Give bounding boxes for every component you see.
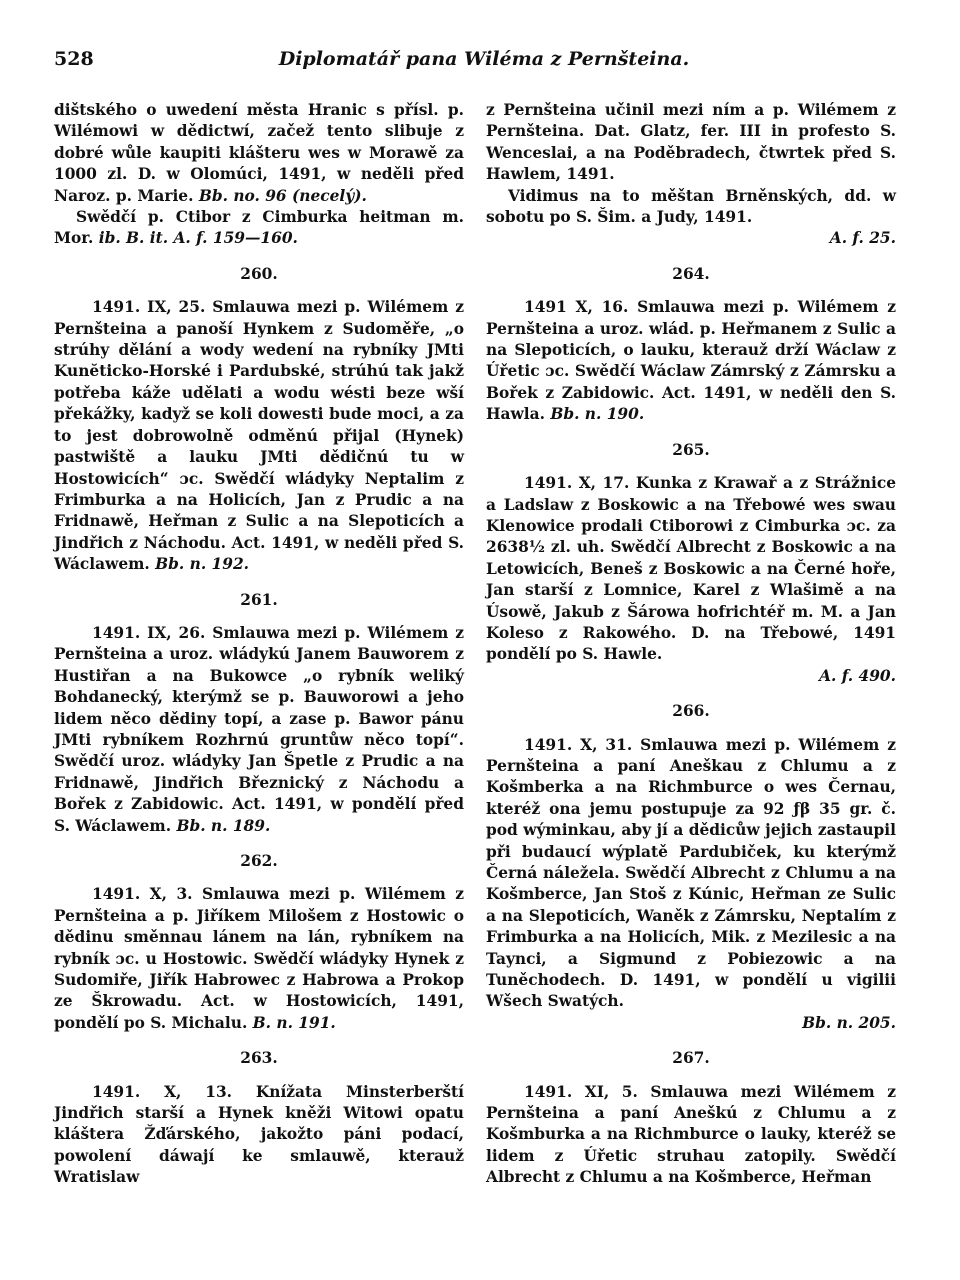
source-reference: ib. B. it. A. f. 159—160. xyxy=(98,229,298,248)
left-column xyxy=(54,100,464,1189)
entry-text: 1491. IX, 26. Smlauwa mezi p. Wilémem z Pernšteina a uroz. wládykú Janem Bauworem z Hustiřan a na Bukowce „o rybník weliký Bohdanecký, kterýmž se p. Bauworowi a jeho lidem něco dědiny topí, a zase p. Bawor pánu JMti rybníkem Rozhrnú gruntůw něco topí“. Swědčí uroz. wládyky Jan Špetle z Prudic a na Fridnawě, Jindřich Březnický z Náchodu a Bořek z Zabidowic. Act. 1491, w pondělí před S. Wáclawem. Bb. n. 189. xyxy=(54,623,464,835)
entry-number: 260. xyxy=(240,264,278,283)
source-reference: A. f. 490. xyxy=(819,666,896,685)
entry-number: 263. xyxy=(240,1049,278,1068)
entry-text: 1491 X, 16. Smlauwa mezi p. Wilémem z Pernšteina a uroz. wlád. p. Heřmanem z Sulic a na Slepoticích, o lauku, kterauž drží Wáclaw z Úřetic ɔc. Swědčí Wáclaw Zámrský z Zámrsku a Bořek z Zabidowic. Act. 1491, w neděli den S. Hawla. Bb. n. 190. xyxy=(486,298,896,424)
vidimus-line: Vidimus na to měštan Brněnských, dd. w sobotu po S. Šim. a Judy, 1491. xyxy=(486,186,896,227)
running-title: Diplomatář pana Wiléma z Pernšteina. xyxy=(278,48,690,70)
page-number: 528 xyxy=(54,48,94,70)
page-header xyxy=(54,48,914,78)
source-reference: B. n. 191. xyxy=(252,1013,336,1032)
entry-number: 265. xyxy=(672,440,710,459)
source-reference: Bb. no. 96 (necelý). xyxy=(198,186,367,205)
entry-text: 1491. X, 13. Knížata Minsterberští Jindřich starší a Hynek kněži Witowi opatu kláštera Žďárského, jakožto páni podací, powolení dáwají ke smlauwě, kterauž Wratislaw xyxy=(54,1082,464,1187)
continued-entry-text: dištského o uwedení města Hranic s přísl. p. Wilémowi w dědictwí, začež tento slibuje z dobré wůle kaupiti klášteru wes w Morawě za 1000 zl. D. w Olomúci, 1491, w neděli před Naroz. p. Marie. Bb. no. 96 (necelý). xyxy=(54,101,464,205)
source-reference: Bb. n. 192. xyxy=(155,555,250,574)
entry-text: 1491. X, 17. Kunka z Krawař a z Strážnice a Ladslaw z Boskowic a na Třebowé wes swau Klenowice prodali Ctiborowi z Cimburka ɔc. za 2638½ zl. uh. Swědčí Albrecht z Boskowic a na Letowicích, Beneš z Boskowic a na Černé hoře, Jan starší z Lomnice, Karel z Wlašimě a na Úsowě, Jakub z Šárowa hofrichtéř m. M. a Jan Koleso z Rakowého. D. na Třebowé, 1491 pondělí po S. Hawle. xyxy=(486,474,896,664)
continued-entry-text: z Pernšteina učinil mezi ním a p. Wilémem z Pernšteina. Dat. Glatz, fer. III in profesto S. Wenceslai, a na Poděbradech, čtwrtek před S. Hawlem, 1491. xyxy=(486,101,896,184)
entry-text: 1491. IX, 25. Smlauwa mezi p. Wilémem z Pernšteina a panoší Hynkem z Sudoměře, „o strúhy dělání a wody wedení na rybníky JMti Kunĕticko-Horské i Pardubské, strúhú tak jakž potřeba káže udělati a wodu wésti beze wší překážky, kadyž se koli dowesti bude moci, a za to jest dobrowolně odměnú přijal (Hynek) pastwiště a lauku JMti dědičnú tu w Hostowicích“ ɔc. Swědčí wládyky Neptalim z Frimburka a na Holicích, Jan z Prudic a na Fridnawě, Heřman z Sulic a na Slepoticích a Jindřich z Náchodu. Act. 1491, w neděli před S. Wáclawem. Bb. n. 192. xyxy=(54,298,464,574)
entry-text: 1491. X, 3. Smlauwa mezi p. Wilémem z Pernšteina a p. Jiříkem Milošem z Hostowic o dědinu směnnau lánem na lán, rybníkem na rybník ɔc. u Hostowic. Swědčí wládyky Hynek z Sudomiře, Jiřík Habrowec z Habrowa a Prokop ze Škrowadu. Act. w Hostowicích, 1491, pondělí po S. Michalu. B. n. 191. xyxy=(54,885,464,1032)
entry-text: 1491. XI, 5. Smlauwa mezi Wilémem z Pernšteina a paní Aneškú z Chlumu a z Košmburka a na Richmburce o lauky, kteréž se lidem z Úřetic struhau zatopily. Swědčí Albrecht z Chlumu a na Košmberce, Heřman xyxy=(486,1082,896,1187)
source-reference: Bb. n. 190. xyxy=(550,405,645,424)
entry-number: 264. xyxy=(672,264,710,283)
right-column xyxy=(486,100,896,1189)
entry-text: 1491. X, 31. Smlauwa mezi p. Wilémem z Pernšteina a paní Aneškau z Chlumu a z Košmberka a na Richmburce o wes Černau, kteréž ona jemu postupuje za 92 ƒβ 35 gr. č. pod wýminkau, aby jí a dědicůw jejich zastaupil při budaucí wýplatě Pardubiček, ku kterýmž Černá náležela. Swědčí Albrecht z Chlumu a na Košmberce, Jan Stoš z Kúnic, Heřman ze Sulic a na Slepoticích, Waněk z Zámrsku, Neptalím z Frimburka a na Holicích, Mik. z Mezilesic a na Taynci, a Sigmund z Pobiezowic a na Tuněchodech. D. 1491, w pondělí u vigilii Wšech Swatých. xyxy=(486,735,896,1011)
entry-number: 261. xyxy=(240,590,278,609)
witness-line: Swědčí p. Ctibor z Cimburka heitman m. Mor. ib. B. it. A. f. 159—160. xyxy=(54,208,464,248)
source-reference: Bb. n. 189. xyxy=(176,816,271,835)
entry-number: 266. xyxy=(672,702,710,721)
source-reference: A. f. 25. xyxy=(829,229,896,248)
entry-number: 267. xyxy=(672,1049,710,1068)
entry-number: 262. xyxy=(240,852,278,870)
source-reference: Bb. n. 205. xyxy=(802,1013,896,1032)
